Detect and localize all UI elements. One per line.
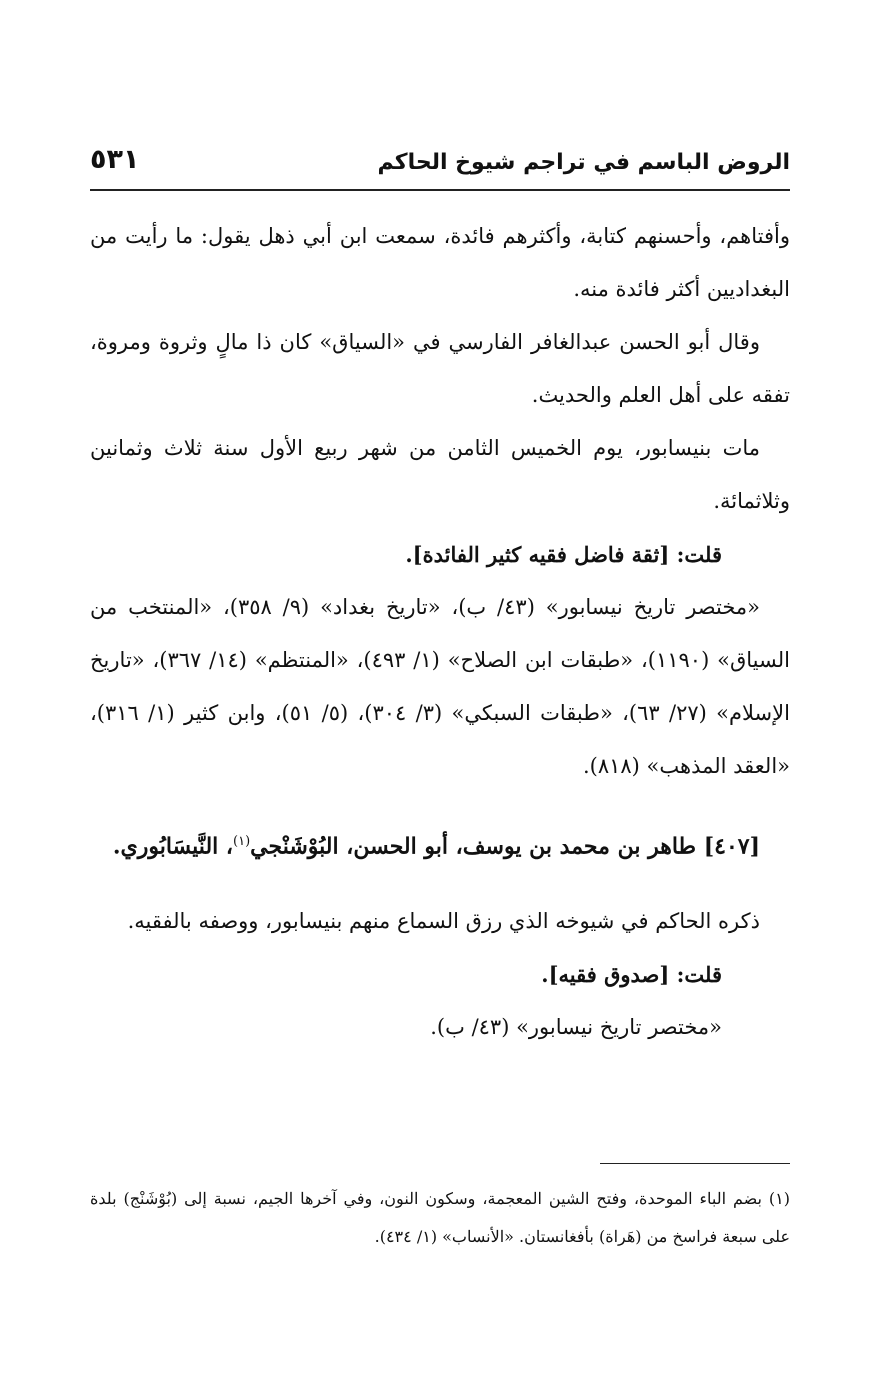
- sources-list: «مختصر تاريخ نيسابور» (٤٣/ ب)، «تاريخ بغداد» (٩/ ٣٥٨)، «المنتخب من السياق» (١١٩٠)، «طبقات ابن الصلاح» (١/ ٤٩٣)، «المنتظم» (١٤/ ٣٦٧)، «تاريخ الإسلام» (٢٧/ ٦٣)، «طبقات السبكي» (٣/ ٣٠٤)، (٥/ ٥١)، وابن كثير (١/ ٣١٦)، «العقد المذهب» (٨١٨).: [90, 595, 790, 778]
- page-header: [90, 140, 790, 184]
- paragraph: مات بنيسابور، يوم الخميس الثامن من شهر ربيع الأول سنة ثلاث وثمانين وثلاثمائة.: [90, 436, 790, 513]
- verdict: قلت: [صدوق فقيه].: [541, 962, 722, 988]
- footnote-rule: [600, 1163, 790, 1164]
- footnote: [90, 1180, 790, 1256]
- footnote-reference[interactable]: (١): [233, 834, 251, 849]
- entry-heading-nisba: ، النَّيسَابُوري.: [112, 833, 234, 860]
- entry-heading: [90, 815, 790, 873]
- paragraph: وقال أبو الحسن عبدالغافر الفارسي في «السياق» كان ذا مالٍ وثروة ومروة، تفقه على أهل العلم والحديث.: [90, 330, 790, 407]
- page-number: ٥٣١: [90, 144, 140, 175]
- paragraph: وأفتاهم، وأحسنهم كتابة، وأكثرهم فائدة، سمعت ابن أبي ذهل يقول: ما رأيت من البغداديين أكثر فائدة منه.: [90, 224, 790, 301]
- sources-list: «مختصر تاريخ نيسابور» (٤٣/ ب).: [430, 1015, 722, 1040]
- footnote-text: (١) بضم الباء الموحدة، وفتح الشين المعجمة، وسكون النون، وفي آخرها الجيم، نسبة إلى (بُوْشَنْج) بلدة على سبعة فراسخ من (هَراة) بأفغانستان. «الأنساب» (١/ ٤٣٤).: [90, 1189, 790, 1246]
- running-title: الروض الباسم في تراجم شيوخ الحاكم: [377, 150, 790, 175]
- entry-heading-name: [٤٠٧] طاهر بن محمد بن يوسف، أبو الحسن، البُوْشَنْجي: [250, 833, 760, 860]
- paragraph: ذكره الحاكم في شيوخه الذي رزق السماع منهم بنيسابور، ووصفه بالفقيه.: [127, 909, 760, 934]
- body-text: [90, 210, 790, 1054]
- verdict: قلت: [ثقة فاضل فقيه كثير الفائدة].: [405, 542, 722, 567]
- header-rule: [90, 189, 790, 191]
